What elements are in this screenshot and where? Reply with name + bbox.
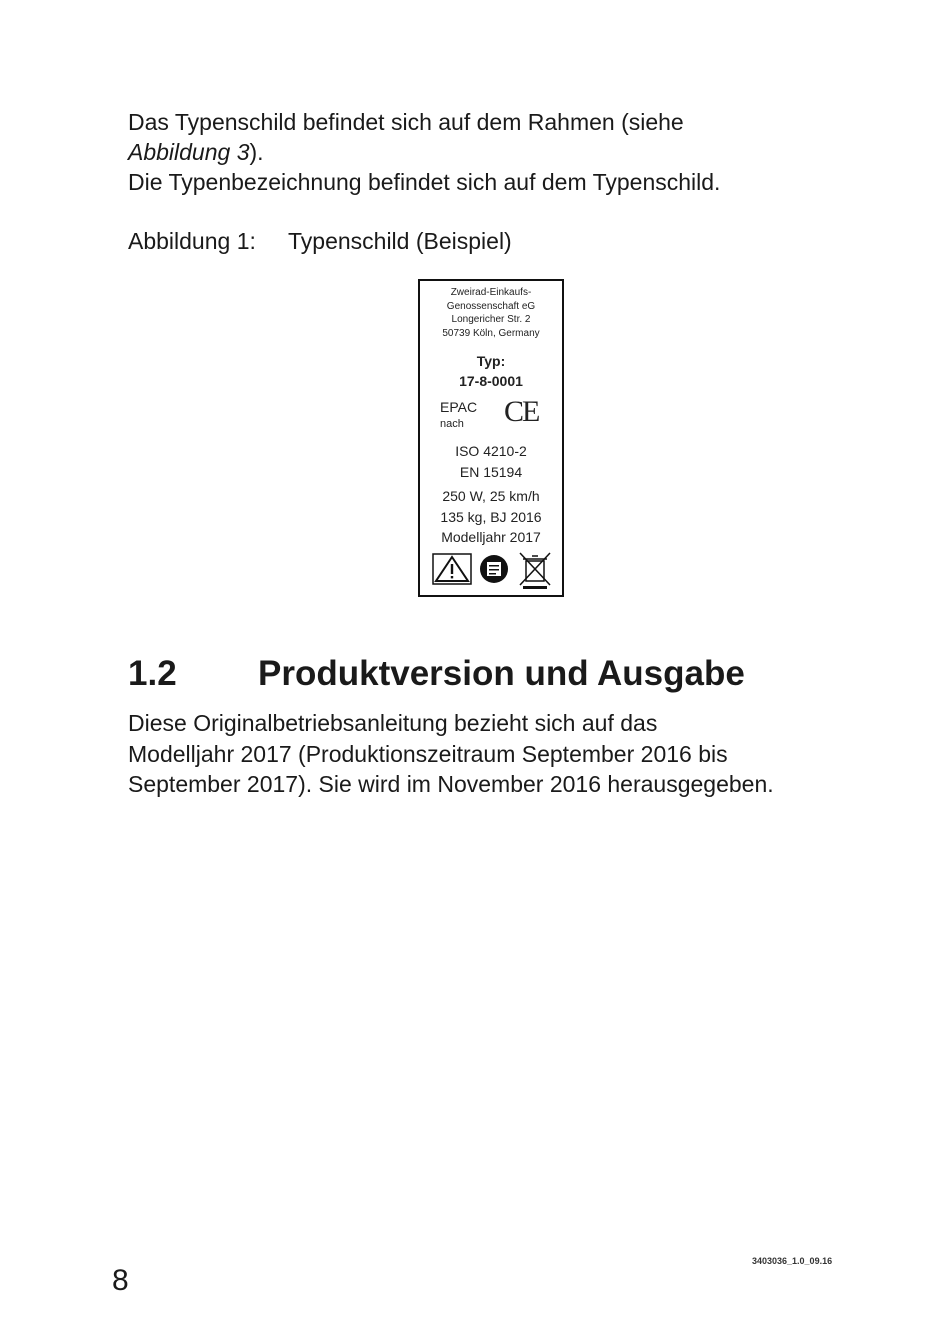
page-number: 8: [112, 1264, 129, 1297]
type-label: Typ:: [476, 353, 506, 369]
figure-reference-link: Abbildung 3: [128, 139, 250, 165]
section-body-line: September 2017). Sie wird im November 2016 herausgegeben.: [128, 771, 774, 797]
section-body-line: Modelljahr 2017 (Produktionszeitraum September 2016 bis: [128, 740, 728, 767]
specifications-list: [420, 486, 562, 548]
address-line: Genossenschaft eG: [446, 300, 536, 312]
intro-line-1: Das Typenschild befindet sich auf dem Rahmen (siehe: [128, 109, 684, 135]
figure-number: Abbildung 1:: [128, 228, 256, 254]
spec-item: Modelljahr 2017: [441, 529, 541, 545]
read-manual-icon: [480, 555, 508, 583]
standard-item: ISO 4210-2: [455, 443, 527, 459]
section-title: Produktversion und Ausgabe: [258, 654, 745, 693]
intro-paragraph: [128, 107, 848, 197]
ce-mark-icon: CE: [504, 395, 539, 428]
intro-line-2-end: ).: [249, 139, 264, 165]
intro-line-2: [128, 137, 848, 167]
address-line: Longericher Str. 2: [451, 314, 531, 325]
manufacturer-address: [420, 286, 562, 340]
intro-line-3: Die Typenbezeichnung befindet sich auf dem Typenschild.: [128, 169, 721, 195]
spec-item: 250 W, 25 km/h: [442, 488, 540, 504]
standard-item: EN 15194: [459, 464, 523, 480]
address-line: 50739 Köln, Germany: [442, 327, 540, 339]
warning-triangle-icon: [433, 554, 471, 584]
section-body: [128, 708, 868, 800]
address-line: Zweirad-Einkaufs-: [450, 287, 532, 298]
section-body-line: Diese Originalbetriebsanleitung bezieht sich auf das: [128, 710, 658, 736]
plate-icons: [432, 549, 556, 589]
epac-label: EPAC: [440, 399, 478, 415]
spec-item: 135 kg, BJ 2016: [440, 508, 542, 525]
type-value: 17-8-0001: [459, 373, 523, 389]
section-number: 1.2: [128, 654, 177, 693]
document-code: 3403036_1.0_09.16: [752, 1256, 833, 1266]
type-plate-image: [418, 279, 564, 597]
crossed-out-bin-icon: [520, 553, 550, 589]
nach-label: nach: [440, 418, 464, 430]
figure-caption: [128, 226, 512, 256]
standards-list: [420, 441, 562, 483]
figure-caption-text: Typenschild (Beispiel): [288, 228, 512, 254]
section-heading: [128, 652, 745, 696]
